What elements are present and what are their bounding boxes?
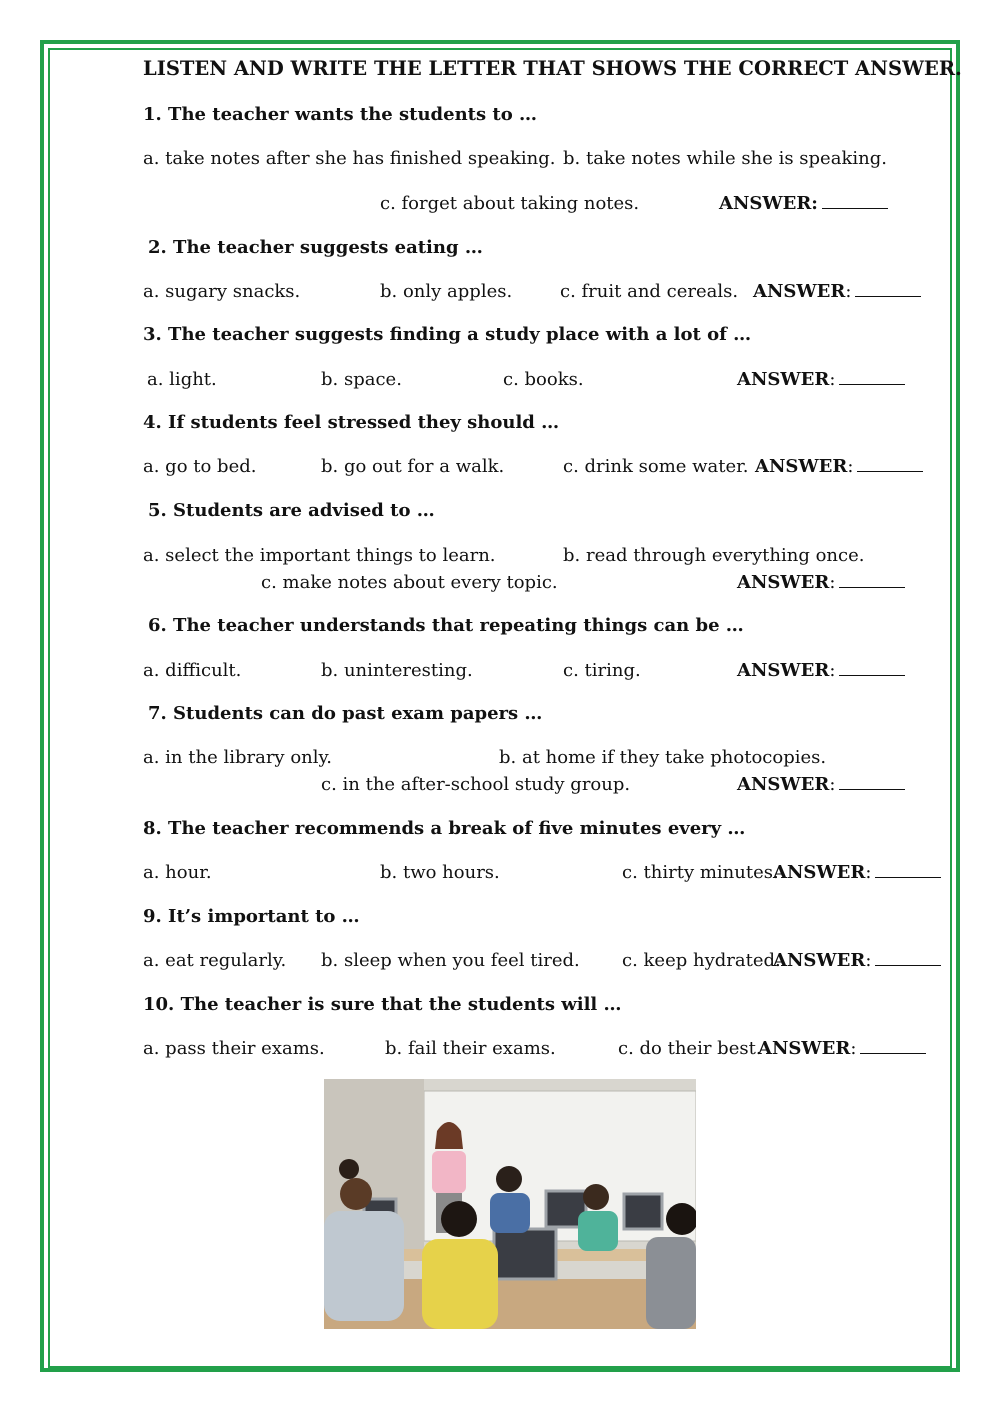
q10-answer: [758, 1038, 926, 1060]
answer-colon: :: [829, 572, 836, 593]
q3-option-c: c. books.: [503, 369, 584, 390]
question-6: 6. The teacher understands that repeating things can be …: [148, 615, 744, 636]
q2-answer: [753, 281, 921, 303]
answer-colon: :: [865, 862, 872, 883]
answer-blank[interactable]: [875, 951, 941, 966]
answer-label: ANSWER:: [719, 193, 818, 214]
q9-option-b: b. sleep when you feel tired.: [321, 950, 580, 971]
q10-option-a: a. pass their exams.: [143, 1038, 325, 1059]
answer-blank[interactable]: [855, 282, 921, 297]
answer-colon: :: [829, 369, 836, 390]
question-8: 8. The teacher recommends a break of five minutes every …: [143, 818, 746, 839]
q2-option-c: c. fruit and cereals.: [560, 281, 739, 302]
q4-option-b: b. go out for a walk.: [321, 456, 505, 477]
q1-option-c: c. forget about taking notes.: [380, 193, 640, 214]
answer-blank[interactable]: [857, 457, 923, 472]
q5-option-b: b. read through everything once.: [563, 545, 865, 566]
q6-option-b: b. uninteresting.: [321, 660, 473, 681]
answer-blank[interactable]: [839, 661, 905, 676]
answer-label: ANSWER: [737, 369, 830, 390]
q4-option-c: c. drink some water.: [563, 456, 749, 477]
question-1: 1. The teacher wants the students to …: [143, 104, 537, 125]
classroom-photo: [324, 1079, 696, 1329]
q3-option-a: a. light.: [147, 369, 217, 390]
q10-option-c: c. do their best.: [618, 1038, 762, 1059]
q2-option-b: b. only apples.: [380, 281, 513, 302]
q8-option-a: a. hour.: [143, 862, 212, 883]
answer-colon: :: [847, 456, 854, 477]
question-3: 3. The teacher suggests finding a study place with a lot of …: [143, 324, 752, 345]
q4-answer: [755, 456, 923, 478]
answer-label: ANSWER: [755, 456, 848, 477]
q7-option-b: b. at home if they take photocopies.: [499, 747, 827, 768]
q10-option-b: b. fail their exams.: [385, 1038, 556, 1059]
answer-colon: :: [829, 660, 836, 681]
q9-answer: [773, 950, 941, 972]
answer-label: ANSWER: [758, 1038, 851, 1059]
question-5: 5. Students are advised to …: [148, 500, 435, 521]
answer-label: ANSWER: [737, 572, 830, 593]
q6-answer: [737, 660, 905, 682]
answer-blank[interactable]: [875, 863, 941, 878]
worksheet-title: LISTEN AND WRITE THE LETTER THAT SHOWS THE CORRECT ANSWER.: [143, 57, 962, 80]
answer-blank[interactable]: [860, 1039, 926, 1054]
q1-option-b: b. take notes while she is speaking.: [563, 148, 887, 169]
question-2: 2. The teacher suggests eating …: [148, 237, 483, 258]
q1-option-a: a. take notes after she has finished speaking.: [143, 148, 556, 169]
q9-option-c: c. keep hydrated.: [622, 950, 781, 971]
q7-answer: [737, 774, 905, 796]
answer-label: ANSWER: [753, 281, 846, 302]
classroom-illustration: [324, 1079, 696, 1329]
q3-option-b: b. space.: [321, 369, 402, 390]
answer-blank[interactable]: [839, 370, 905, 385]
q8-option-c: c. thirty minutes.: [622, 862, 779, 883]
q5-option-c: c. make notes about every topic.: [261, 572, 558, 593]
q6-option-a: a. difficult.: [143, 660, 242, 681]
answer-label: ANSWER: [737, 660, 830, 681]
q8-option-b: b. two hours.: [380, 862, 500, 883]
answer-colon: :: [865, 950, 872, 971]
answer-blank[interactable]: [822, 194, 888, 209]
question-4: 4. If students feel stressed they should …: [143, 412, 560, 433]
q2-option-a: a. sugary snacks.: [143, 281, 301, 302]
q8-answer: [773, 862, 941, 884]
answer-colon: :: [829, 774, 836, 795]
q7-option-c: c. in the after-school study group.: [321, 774, 631, 795]
answer-colon: :: [845, 281, 852, 302]
q5-option-a: a. select the important things to learn.: [143, 545, 496, 566]
answer-label: ANSWER: [737, 774, 830, 795]
answer-colon: :: [850, 1038, 857, 1059]
answer-blank[interactable]: [839, 573, 905, 588]
answer-label: ANSWER: [773, 862, 866, 883]
question-9: 9. It’s important to …: [143, 906, 360, 927]
answer-blank[interactable]: [839, 775, 905, 790]
answer-label: ANSWER: [773, 950, 866, 971]
q6-option-c: c. tiring.: [563, 660, 641, 681]
q9-option-a: a. eat regularly.: [143, 950, 287, 971]
q4-option-a: a. go to bed.: [143, 456, 257, 477]
question-10: 10. The teacher is sure that the students will …: [143, 994, 622, 1015]
q5-answer: [737, 572, 905, 594]
q3-answer: [737, 369, 905, 391]
question-7: 7. Students can do past exam papers …: [148, 703, 543, 724]
q7-option-a: a. in the library only.: [143, 747, 332, 768]
q1-answer: [719, 193, 888, 215]
